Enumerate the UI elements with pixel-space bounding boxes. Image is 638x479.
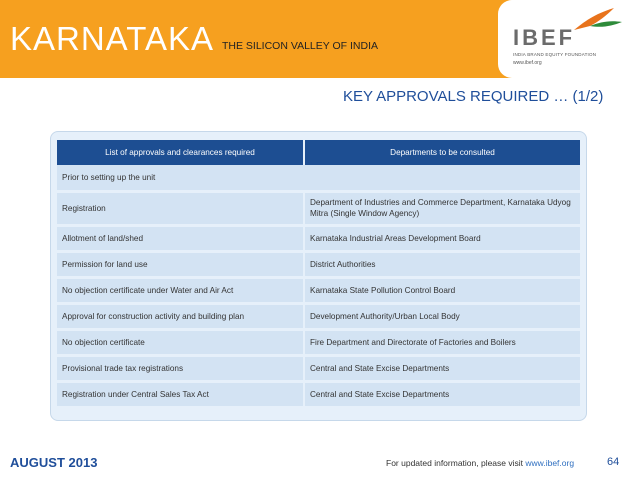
- footer-date: AUGUST 2013: [10, 455, 98, 470]
- tagline: THE SILICON VALLEY OF INDIA: [222, 40, 378, 52]
- footer-link[interactable]: www.ibef.org: [525, 458, 575, 468]
- department-cell: Central and State Excise Departments: [304, 355, 580, 381]
- approvals-table: [57, 140, 580, 409]
- table-row: [57, 225, 580, 251]
- logo-url: www.ibef.org: [513, 60, 542, 66]
- page-number: 64: [607, 456, 620, 468]
- table-row: [57, 303, 580, 329]
- section-label: Prior to setting up the unit: [57, 165, 580, 191]
- column-header-departments: Departments to be consulted: [304, 140, 580, 165]
- table-row: [57, 165, 580, 191]
- department-cell: District Authorities: [304, 251, 580, 277]
- approval-cell: Registration: [57, 191, 304, 225]
- column-header-approvals: List of approvals and clearances required: [57, 140, 304, 165]
- department-cell: Department of Industries and Commerce Department, Karnataka Udyog Mitra (Single Window Agency): [304, 191, 580, 225]
- table-row: [57, 191, 580, 225]
- table-header-row: [57, 140, 580, 165]
- department-cell: Central and State Excise Departments: [304, 381, 580, 407]
- approval-cell: Registration under Central Sales Tax Act: [57, 381, 304, 407]
- page-title: KEY APPROVALS REQUIRED … (1/2): [343, 88, 604, 105]
- approval-cell: Provisional trade tax registrations: [57, 355, 304, 381]
- approvals-table-container: [50, 131, 587, 421]
- department-cell: Karnataka Industrial Areas Development Board: [304, 225, 580, 251]
- state-title: KARNATAKA: [10, 20, 214, 57]
- department-cell: Development Authority/Urban Local Body: [304, 303, 580, 329]
- approval-cell: No objection certificate: [57, 329, 304, 355]
- table-row: [57, 277, 580, 303]
- table-row: [57, 381, 580, 407]
- approval-cell: Permission for land use: [57, 251, 304, 277]
- footer-note-text: For updated information, please visit: [386, 458, 524, 468]
- table-row: [57, 251, 580, 277]
- approval-cell: Allotment of land/shed: [57, 225, 304, 251]
- footer-note: [386, 458, 574, 469]
- logo-name: IBEF: [513, 25, 576, 50]
- department-cell: Karnataka State Pollution Control Board: [304, 277, 580, 303]
- table-row: [57, 329, 580, 355]
- department-cell: Fire Department and Directorate of Factories and Boilers: [304, 329, 580, 355]
- logo-subtitle: INDIA BRAND EQUITY FOUNDATION: [513, 52, 597, 57]
- approval-cell: No objection certificate under Water and Air Act: [57, 277, 304, 303]
- table-row: [57, 355, 580, 381]
- approval-cell: Approval for construction activity and building plan: [57, 303, 304, 329]
